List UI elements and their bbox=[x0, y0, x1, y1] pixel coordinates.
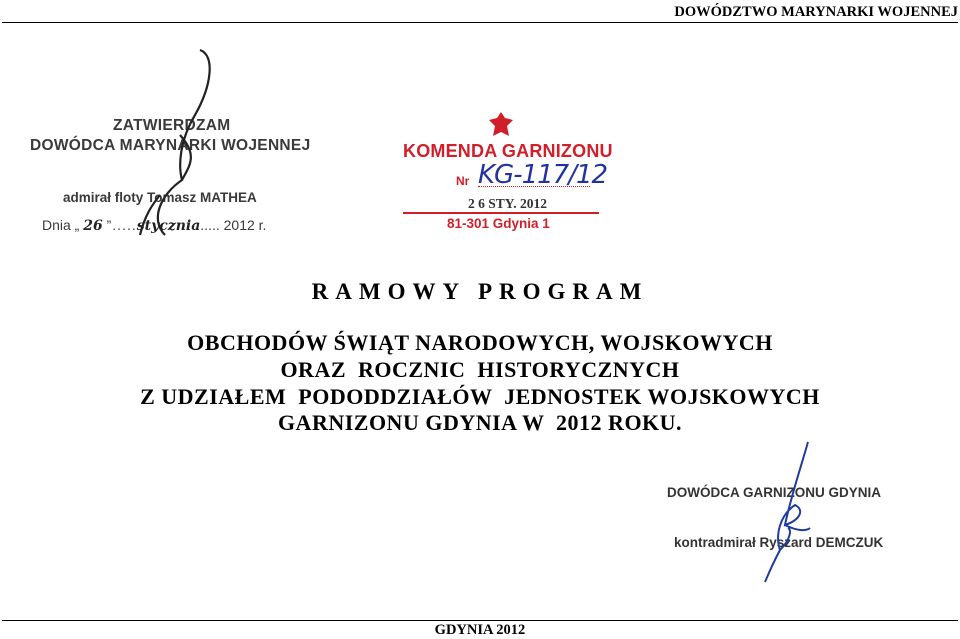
approval-line-2: DOWÓDCA MARYNARKI WOJENNEJ bbox=[30, 137, 311, 154]
stamp-address: 81-301 Gdynia 1 bbox=[447, 216, 550, 231]
date-day: 26 bbox=[83, 218, 103, 234]
approval-name: admirał floty Tomasz MATHEA bbox=[63, 190, 257, 205]
date-month: stycznia bbox=[136, 218, 201, 234]
subtitle-line-4: GARNIZONU GDYNIA W 2012 ROKU. bbox=[277, 410, 683, 435]
approval-line-1: ZATWIERDZAM bbox=[113, 117, 231, 134]
stamp-nr-line bbox=[478, 186, 590, 188]
stamp-date: 2 6 STY. 2012 bbox=[468, 196, 548, 211]
document-title: RAMOWY PROGRAM bbox=[311, 279, 649, 304]
signature-name: kontradmirał Ryszard DEMCZUK bbox=[674, 535, 884, 550]
stamp-divider bbox=[403, 212, 599, 214]
eagle-emblem-icon bbox=[487, 110, 515, 140]
footer-rule bbox=[2, 620, 958, 621]
subtitle-line-1: OBCHODÓW ŚWIĄT NARODOWYCH, WOJSKOWYCH bbox=[187, 330, 773, 355]
signature-mathea bbox=[120, 45, 230, 245]
document-header: DOWÓDZTWO MARYNARKI WOJENNEJ bbox=[674, 4, 958, 20]
date-mid: ”..... bbox=[106, 217, 137, 233]
document-footer: GDYNIA 2012 bbox=[434, 622, 526, 638]
signature-position: DOWÓDCA GARNIZONU GDYNIA bbox=[667, 485, 881, 500]
signature-demczuk bbox=[750, 440, 820, 585]
subtitle-line-3: Z UDZIAŁEM PODODDZIAŁÓW JEDNOSTEK WOJSKOWYCH bbox=[140, 384, 820, 409]
stamp-nr-label: Nr bbox=[456, 174, 470, 188]
stamp-title: KOMENDA GARNIZONU bbox=[403, 141, 613, 161]
date-suffix: ..... 2012 r. bbox=[200, 217, 267, 233]
subtitle-line-2: ORAZ ROCZNIC HISTORYCZNYCH bbox=[280, 357, 680, 382]
header-rule bbox=[2, 22, 958, 23]
stamp-nr-value: KG-117/12 bbox=[478, 160, 608, 190]
date-prefix: Dnia „ bbox=[42, 217, 80, 233]
